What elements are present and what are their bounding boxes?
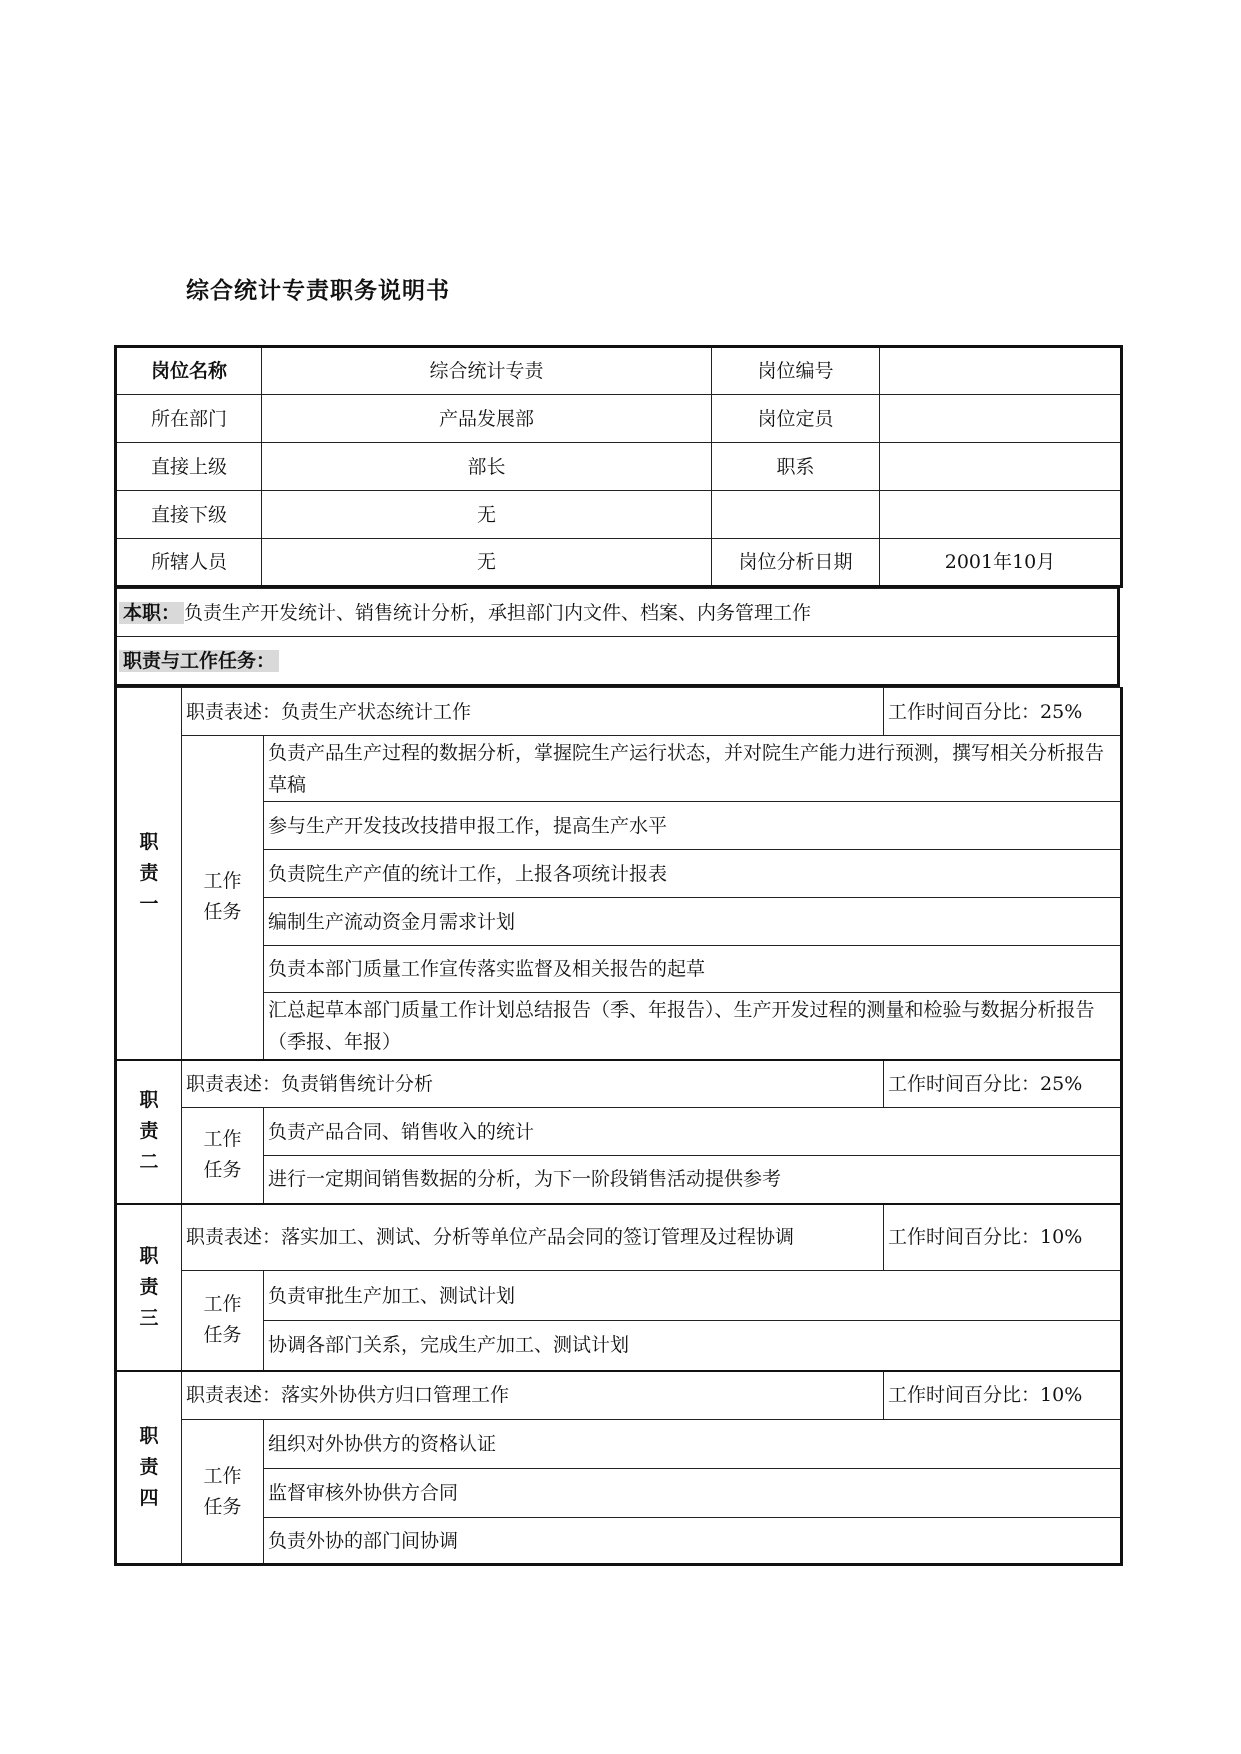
info-value: 无 — [262, 539, 712, 587]
duty-desc-row — [116, 1060, 1122, 1108]
role-table — [114, 588, 1120, 687]
task-item: 负责院生产产值的统计工作，上报各项统计报表 — [264, 850, 1122, 898]
duty-time-percent: 工作时间百分比：10% — [884, 1371, 1122, 1420]
duty-description: 职责表述：负责销售统计分析 — [182, 1060, 884, 1108]
task-row — [116, 1469, 1122, 1518]
info-label: 所辖人员 — [116, 539, 262, 587]
info-value — [880, 347, 1122, 395]
info-row — [116, 347, 1122, 395]
task-item: 负责外协的部门间协调 — [264, 1518, 1122, 1565]
duty-name-text: 职责四 — [139, 1424, 159, 1509]
task-row — [116, 802, 1122, 850]
duty-description: 职责表述：落实加工、测试、分析等单位产品会同的签订管理及过程协调 — [182, 1204, 884, 1271]
info-row — [116, 539, 1122, 587]
task-item: 协调各部门关系，完成生产加工、测试计划 — [264, 1321, 1122, 1371]
task-row — [116, 1420, 1122, 1469]
task-item: 参与生产开发技改技措申报工作，提高生产水平 — [264, 802, 1122, 850]
info-label: 岗位分析日期 — [712, 539, 880, 587]
duty-description: 职责表述：负责生产状态统计工作 — [182, 688, 884, 736]
duty-desc-row — [116, 1371, 1122, 1420]
role-text: 负责生产开发统计、销售统计分析，承担部门内文件、档案、内务管理工作 — [184, 601, 812, 624]
info-row — [116, 491, 1122, 539]
duties-header-row — [116, 637, 1119, 686]
task-row — [116, 736, 1122, 802]
task-label-text: 工作任务 — [203, 1128, 242, 1182]
task-label-text: 工作任务 — [203, 870, 242, 924]
duty-desc-row — [116, 1204, 1122, 1271]
task-label — [182, 1420, 264, 1565]
task-label — [182, 1108, 264, 1204]
info-label — [712, 491, 880, 539]
duty-time-percent: 工作时间百分比：10% — [884, 1204, 1122, 1271]
duty-name-text: 职责三 — [139, 1244, 159, 1329]
document-title: 综合统计专责职务说明书 — [186, 278, 450, 304]
duty-time-percent: 工作时间百分比：25% — [884, 1060, 1122, 1108]
info-table — [114, 345, 1123, 588]
task-row — [116, 993, 1122, 1060]
task-label — [182, 736, 264, 1060]
duty-name-text: 职责一 — [139, 830, 159, 915]
info-label: 岗位名称 — [116, 347, 262, 395]
info-value: 综合统计专责 — [262, 347, 712, 395]
task-label-text: 工作任务 — [203, 1293, 242, 1347]
role-row — [116, 589, 1119, 637]
info-label: 直接上级 — [116, 443, 262, 491]
info-row — [116, 443, 1122, 491]
role-label: 本职： — [119, 602, 184, 624]
duty-time-percent: 工作时间百分比：25% — [884, 688, 1122, 736]
info-label: 岗位编号 — [712, 347, 880, 395]
duty-name — [116, 1371, 182, 1565]
duty-name — [116, 688, 182, 1060]
duty-name-text: 职责二 — [139, 1089, 159, 1173]
info-label: 直接下级 — [116, 491, 262, 539]
info-value — [880, 491, 1122, 539]
duties-header: 职责与工作任务： — [119, 650, 279, 672]
duty-desc-row — [116, 688, 1122, 736]
duty-name — [116, 1204, 182, 1371]
task-row — [116, 898, 1122, 946]
info-value: 部长 — [262, 443, 712, 491]
task-item: 进行一定期间销售数据的分析，为下一阶段销售活动提供参考 — [264, 1156, 1122, 1204]
duty-name — [116, 1060, 182, 1204]
info-value — [880, 395, 1122, 443]
task-label — [182, 1271, 264, 1371]
task-item: 编制生产流动资金月需求计划 — [264, 898, 1122, 946]
task-label-text: 工作任务 — [203, 1464, 242, 1518]
task-item: 负责产品生产过程的数据分析，掌握院生产运行状态，并对院生产能力进行预测，撰写相关分析报告草稿 — [264, 736, 1122, 802]
task-item: 组织对外协供方的资格认证 — [264, 1420, 1122, 1469]
info-label: 职系 — [712, 443, 880, 491]
info-value: 产品发展部 — [262, 395, 712, 443]
task-row — [116, 1108, 1122, 1156]
task-item: 负责审批生产加工、测试计划 — [264, 1271, 1122, 1321]
task-item: 负责产品合同、销售收入的统计 — [264, 1108, 1122, 1156]
duties-table — [114, 687, 1123, 1566]
task-row — [116, 946, 1122, 993]
job-description-form — [114, 345, 1120, 1566]
task-row — [116, 1271, 1122, 1321]
task-row — [116, 1321, 1122, 1371]
info-value: 无 — [262, 491, 712, 539]
task-item: 汇总起草本部门质量工作计划总结报告（季、年报告）、生产开发过程的测量和检验与数据分析报告（季报、年报） — [264, 993, 1122, 1060]
task-row — [116, 1518, 1122, 1565]
info-value: 2001年10月 — [880, 539, 1122, 587]
task-item: 监督审核外协供方合同 — [264, 1469, 1122, 1518]
task-row — [116, 1156, 1122, 1204]
info-row — [116, 395, 1122, 443]
task-row — [116, 850, 1122, 898]
task-item: 负责本部门质量工作宣传落实监督及相关报告的起草 — [264, 946, 1122, 993]
duty-description: 职责表述：落实外协供方归口管理工作 — [182, 1371, 884, 1420]
info-label: 所在部门 — [116, 395, 262, 443]
info-value — [880, 443, 1122, 491]
info-label: 岗位定员 — [712, 395, 880, 443]
